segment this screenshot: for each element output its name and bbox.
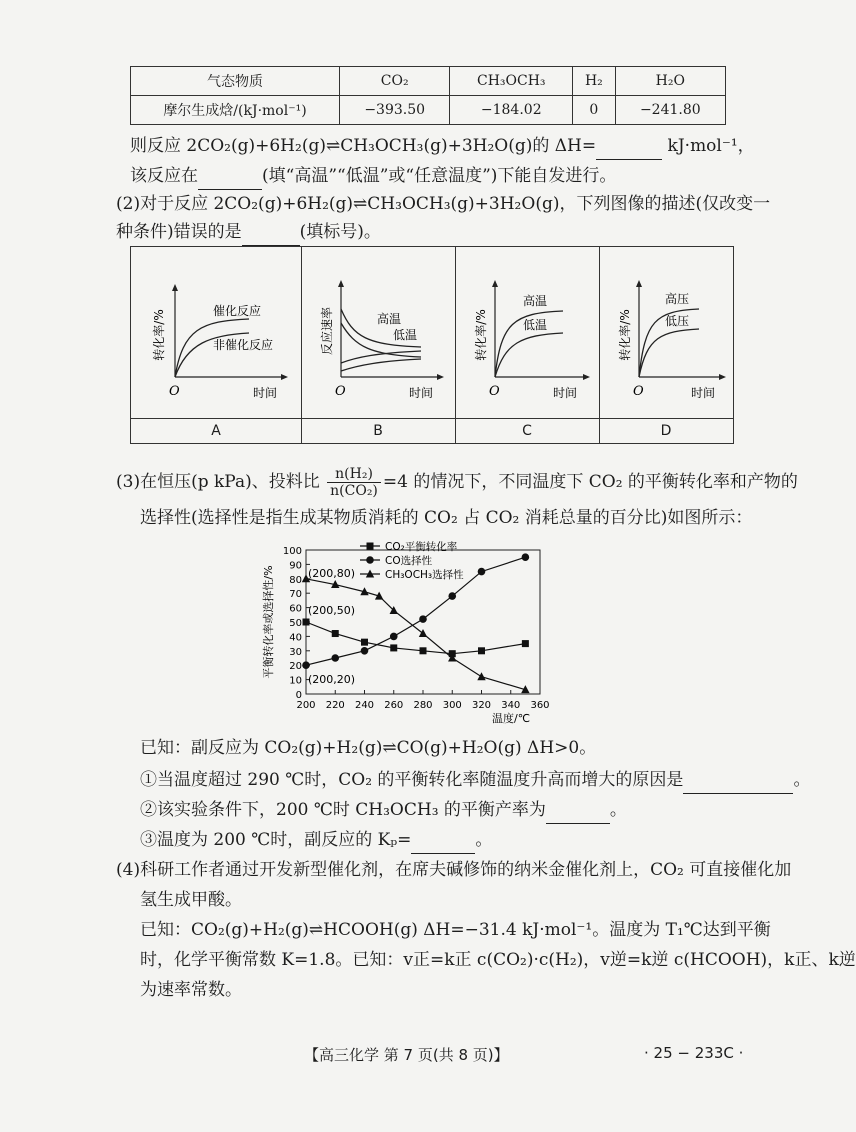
answer-blank[interactable] — [411, 833, 475, 854]
q3-text: 。 — [475, 830, 493, 850]
y-tick-label: 0 — [295, 690, 302, 701]
data-point-circle — [331, 654, 339, 662]
x-axis-label: 温度/℃ — [492, 712, 531, 725]
fraction-denominator: n(CO₂) — [330, 483, 378, 499]
data-point-circle — [390, 633, 398, 641]
enthalpy-table — [130, 66, 726, 125]
x-tick-label: 260 — [384, 700, 404, 711]
panel-a — [131, 247, 302, 443]
panel-d-graph — [599, 247, 733, 419]
point-annotation: (200,50) — [308, 604, 356, 617]
q3-known: 已知：副反应为 CO₂(g)+H₂(g)⇌CO(g)+H₂O(g) ΔH>0。 — [140, 738, 597, 758]
graph-panels — [130, 246, 734, 444]
answer-blank[interactable] — [596, 139, 662, 160]
panel-label: B — [301, 418, 455, 443]
chart-legend — [360, 540, 464, 581]
curve-label: 高温 — [523, 294, 548, 308]
q1-text: 该反应在 — [130, 166, 198, 186]
x-tick-label: 320 — [471, 700, 492, 711]
x-tick-label: 300 — [442, 700, 462, 711]
data-point-square — [367, 543, 374, 550]
panel-b-graph — [301, 247, 455, 419]
data-point-square — [390, 644, 397, 651]
q3-sub1 — [140, 766, 810, 794]
q3-text: (3)在恒压(p kPa)、投料比 — [116, 472, 320, 492]
origin-label: O — [335, 384, 346, 399]
data-point-square — [303, 619, 310, 626]
point-annotation: (200,20) — [308, 673, 356, 687]
axis-label-x: 时间 — [409, 386, 434, 400]
q4-line2: 氢生成甲酸。 — [140, 890, 242, 910]
x-tick-label: 240 — [354, 700, 375, 711]
origin-label: O — [169, 384, 180, 399]
y-tick-label: 80 — [289, 574, 302, 586]
axis-label-x: 时间 — [253, 386, 278, 400]
answer-blank[interactable] — [683, 773, 793, 794]
x-tick-label: 200 — [296, 700, 316, 711]
data-point-square — [522, 640, 529, 647]
q3-text: 。 — [793, 770, 811, 790]
answer-blank[interactable] — [198, 169, 262, 190]
panel-label: D — [599, 418, 733, 443]
axis-label-y: 转化率/% — [474, 309, 488, 361]
panel-label: C — [455, 418, 599, 443]
data-point-square — [332, 630, 339, 637]
q2-text: (填标号)。 — [299, 222, 381, 242]
q1-text: (填“高温”“低温”或“任意温度”)下能自发进行。 — [262, 166, 617, 186]
x-tick-label: 220 — [325, 700, 345, 711]
q4-line5: 为速率常数。 — [140, 980, 242, 1000]
q3-text: 。 — [609, 800, 627, 820]
y-tick-label: 70 — [289, 589, 302, 601]
answer-blank[interactable] — [546, 803, 610, 824]
data-point-circle — [302, 661, 310, 669]
curve-label: 高温 — [377, 312, 402, 326]
x-tick-label: 340 — [501, 700, 521, 711]
page-footer-code: · 25 − 233C · — [644, 1044, 744, 1062]
q3-line2: 选择性(选择性是指生成某物质消耗的 CO₂ 占 CO₂ 消耗总量的百分比)如图所示： — [140, 508, 753, 528]
curve-label: 非催化反应 — [213, 338, 274, 352]
fraction-numerator: n(H₂) — [327, 466, 381, 483]
q3-text: =4 的情况下，不同温度下 CO₂ 的平衡转化率和产物的 — [382, 472, 798, 492]
curve-label: 催化反应 — [213, 304, 262, 318]
q2-line1: (2)对于反应 2CO₂(g)+6H₂(g)⇌CH₃OCH₃(g)+3H₂O(g)，下列图像的描述(仅改变一 — [116, 194, 771, 214]
table-header-cell: H₂O — [615, 67, 725, 96]
q4-line4: 时，化学平衡常数 K=1.8。已知：v正=k正 c(CO₂)·c(H₂)，v逆=k逆 c(HCOOH)，k正、k逆 — [140, 950, 856, 970]
y-tick-label: 10 — [289, 675, 302, 687]
table-cell: 摩尔生成焓/(kJ·mol⁻¹) — [131, 96, 340, 125]
q1-text: 则反应 2CO₂(g)+6H₂(g)⇌CH₃OCH₃(g)+3H₂O(g)的 ΔH= — [130, 136, 597, 156]
data-point-triangle — [477, 672, 485, 680]
curve-label: 低温 — [393, 328, 418, 342]
q3-sub2 — [140, 796, 627, 824]
series-square — [303, 619, 529, 658]
panel-c-graph — [455, 247, 599, 419]
table-cell: −393.50 — [340, 96, 450, 125]
q4-line3: 已知：CO₂(g)+H₂(g)⇌HCOOH(g) ΔH=−31.4 kJ·mol⁻¹。温度为 T₁℃达到平衡 — [140, 920, 771, 940]
data-point-circle — [361, 647, 369, 655]
y-tick-label: 90 — [289, 560, 302, 572]
data-point-circle — [366, 556, 374, 564]
data-point-square — [478, 647, 485, 654]
y-tick-label: 20 — [289, 661, 302, 673]
y-tick-label: 30 — [289, 646, 302, 658]
axis-label-y: 转化率/% — [152, 309, 166, 361]
panel-c — [455, 247, 600, 443]
series-line — [306, 622, 525, 654]
curve-label: 低压 — [665, 314, 690, 328]
table-header-cell: 气态物质 — [131, 67, 340, 96]
data-point-square — [361, 639, 368, 646]
axis-label-y: 转化率/% — [618, 309, 632, 361]
point-annotation: (200,80) — [308, 566, 356, 580]
table-header-cell: CO₂ — [340, 67, 450, 96]
x-tick-label: 280 — [413, 700, 433, 711]
table-cell: −184.02 — [450, 96, 573, 125]
y-tick-label: 100 — [282, 546, 302, 557]
table-row — [131, 96, 726, 125]
origin-label: O — [633, 384, 644, 399]
data-point-triangle — [419, 629, 427, 637]
x-tick-label: 360 — [530, 700, 550, 711]
data-point-square — [420, 647, 427, 654]
y-tick-label: 60 — [289, 603, 302, 615]
table-cell: −241.80 — [615, 96, 725, 125]
q1-text: kJ·mol⁻¹， — [667, 136, 755, 156]
feed-ratio-fraction — [327, 466, 381, 499]
q3-sub3 — [140, 826, 492, 854]
y-axis-label: 平衡转化率或选择性/% — [262, 565, 275, 679]
y-tick-label: 40 — [289, 632, 302, 644]
table-cell: 0 — [573, 96, 615, 125]
q3-text: ③温度为 200 ℃时，副反应的 Kₚ= — [140, 830, 412, 850]
data-point-circle — [419, 615, 427, 623]
q2-text: 种条件)错误的是 — [116, 222, 242, 242]
curve-label: 低温 — [523, 318, 548, 332]
answer-blank[interactable] — [242, 225, 300, 246]
origin-label: O — [489, 384, 500, 399]
axis-label-y: 反应速率 — [320, 306, 334, 356]
curve-label: 高压 — [665, 292, 690, 306]
panel-d — [599, 247, 733, 443]
selectivity-chart — [250, 536, 560, 736]
data-point-circle — [522, 553, 530, 561]
q3-line1 — [116, 466, 798, 499]
q1-line1 — [130, 132, 755, 160]
table-header-row — [131, 67, 726, 96]
legend-label: CO选择性 — [385, 555, 433, 567]
q2-line2 — [116, 218, 381, 246]
panel-a-graph — [131, 247, 301, 419]
page-footer-center: 【高三化学 第 7 页(共 8 页)】 — [304, 1046, 509, 1064]
panel-label: A — [131, 418, 301, 443]
q3-text: ②该实验条件下，200 ℃时 CH₃OCH₃ 的平衡产率为 — [140, 800, 546, 820]
table-header-cell: CH₃OCH₃ — [450, 67, 573, 96]
q1-line2 — [130, 162, 616, 190]
legend-label: CO₂平衡转化率 — [385, 541, 458, 553]
axis-label-x: 时间 — [691, 386, 716, 400]
axis-label-x: 时间 — [553, 386, 578, 400]
q4-line1: (4)科研工作者通过开发新型催化剂，在席夫碱修饰的纳米金催化剂上，CO₂ 可直接催化加 — [116, 860, 792, 880]
data-point-circle — [478, 568, 486, 576]
q3-text: ①当温度超过 290 ℃时，CO₂ 的平衡转化率随温度升高而增大的原因是 — [140, 770, 684, 790]
table-header-cell: H₂ — [573, 67, 615, 96]
data-point-circle — [448, 592, 456, 600]
legend-label: CH₃OCH₃选择性 — [385, 569, 464, 581]
y-tick-label: 50 — [289, 618, 302, 629]
panel-b — [301, 247, 456, 443]
